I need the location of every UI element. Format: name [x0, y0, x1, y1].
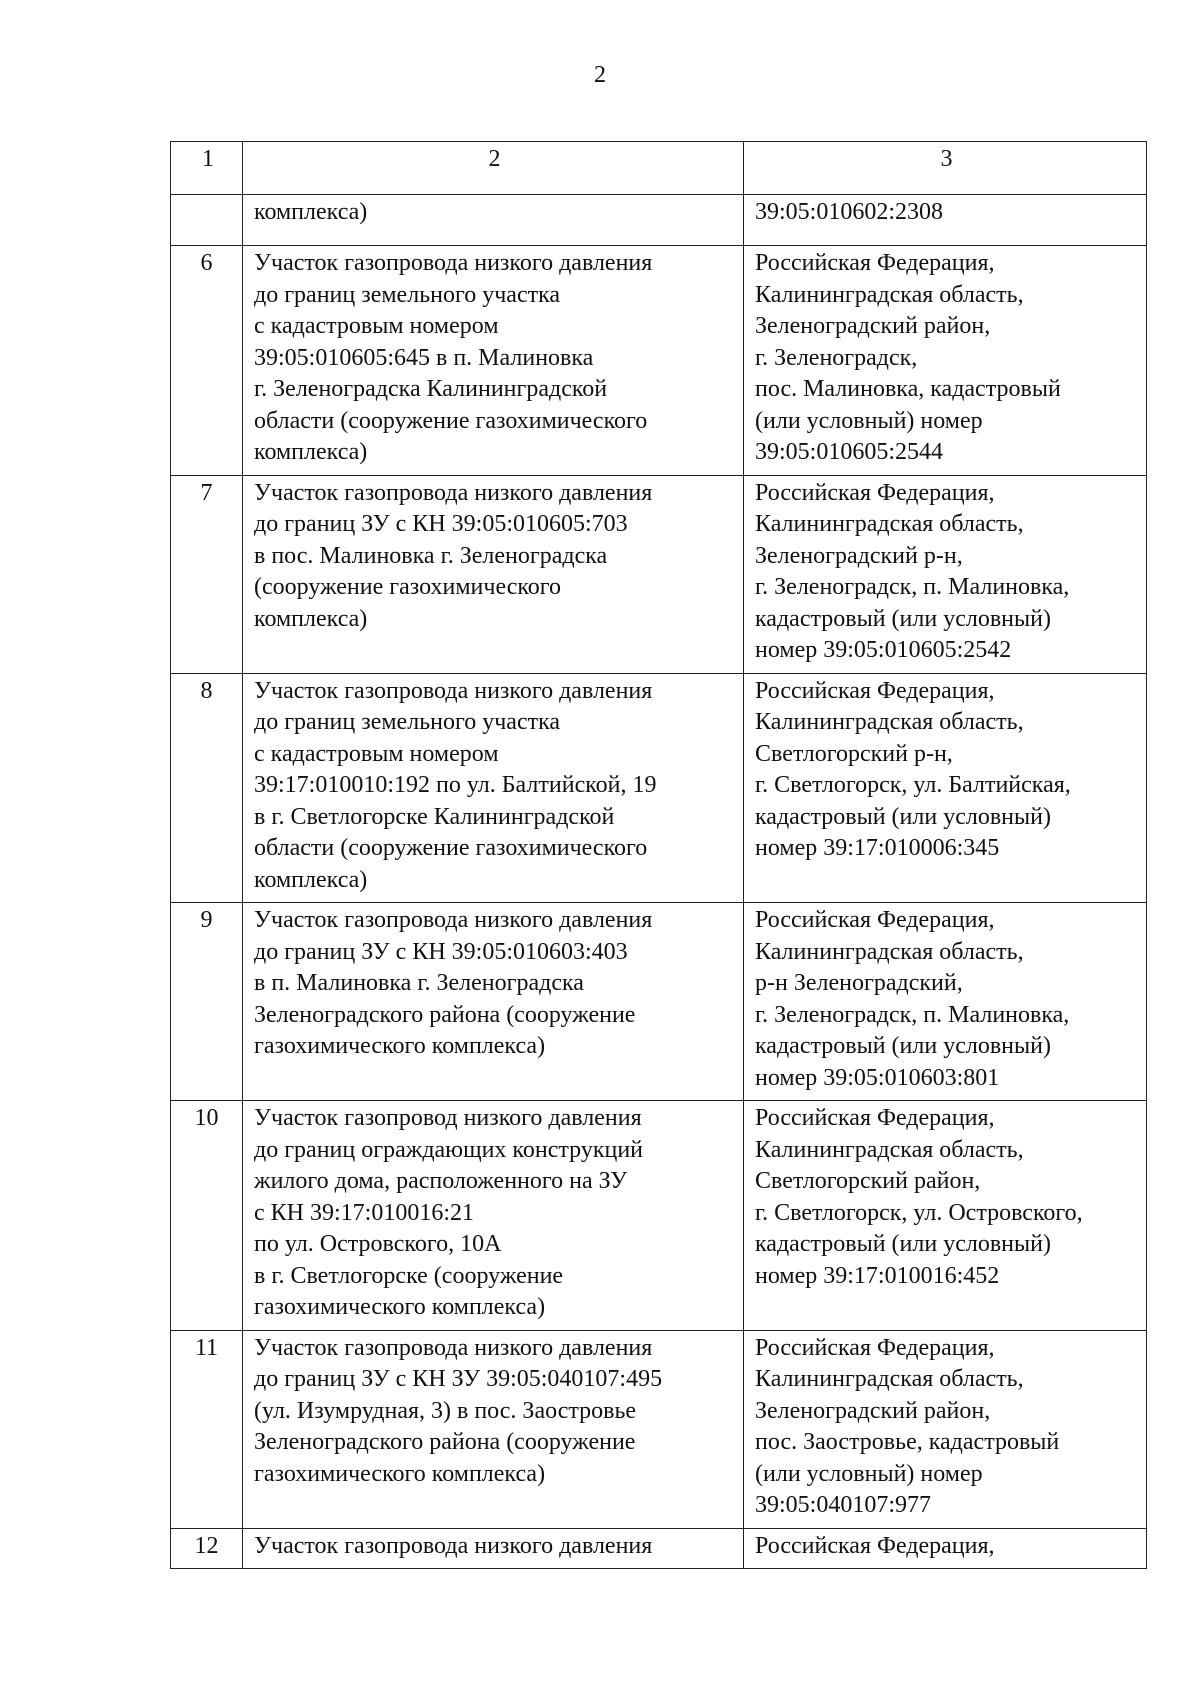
table-row [171, 195, 1147, 246]
address-line: Калининградская область, [755, 511, 1024, 537]
description-cell [243, 1101, 744, 1331]
address-line: Светлогорский р-н, [755, 740, 953, 767]
description-cell [243, 1528, 744, 1569]
address-line: кадастровый (или условный) [755, 803, 1051, 830]
address-line: Зеленоградский район, [755, 313, 991, 339]
address-line: Российская Федерация, [755, 250, 995, 276]
description-line: газохимического комплекса) [254, 1033, 546, 1059]
row-number-cell [171, 195, 243, 246]
address-line: Российская Федерация, [755, 907, 995, 933]
row-number-cell: 6 [171, 246, 243, 476]
description-line: в г. Светлогорске (сооружение [254, 1262, 564, 1289]
address-line: Калининградская область, [755, 281, 1024, 308]
address-line: Зеленоградский район, [755, 1397, 991, 1424]
address-line: Светлогорский район, [755, 1168, 981, 1194]
table-header-row [171, 142, 1147, 195]
description-line: в пос. Малиновка г. Зеленоградска [254, 542, 608, 569]
address-line: Зеленоградский р-н, [755, 542, 963, 569]
description-line: Зеленоградского района (сооружение [254, 1001, 636, 1028]
description-line: жилого дома, расположенного на ЗУ [254, 1168, 628, 1194]
address-line: кадастровый (или условный) [755, 1033, 1051, 1059]
address-cell [744, 1101, 1147, 1331]
row-number-cell: 9 [171, 903, 243, 1101]
address-cell [744, 1330, 1147, 1528]
description-line: до границ ЗУ с КН 39:05:010605:703 [254, 511, 628, 537]
address-cell [744, 903, 1147, 1101]
address-cell [744, 475, 1147, 673]
description-line: области (сооружение газохимического [254, 407, 648, 434]
description-cell [243, 1330, 744, 1528]
description-line: (сооружение газохимического [254, 574, 562, 600]
row-number-cell: 8 [171, 673, 243, 903]
description-line: до границ ЗУ с КН ЗУ 39:05:040107:495 [254, 1366, 663, 1392]
table-row [171, 1528, 1147, 1569]
address-line: Калининградская область, [755, 1366, 1024, 1392]
address-line: пос. Заостровье, кадастровый [755, 1429, 1060, 1455]
address-line: г. Зеленоградск, п. Малиновка, [755, 1001, 1070, 1028]
description-cell [243, 195, 744, 246]
description-line: г. Зеленоградска Калининградской [254, 376, 608, 402]
description-line: Участок газопровода низкого давления [254, 479, 653, 506]
description-cell [243, 246, 744, 476]
description-line: (ул. Изумрудная, 3) в пос. Заостровье [254, 1397, 637, 1424]
table-row [171, 475, 1147, 673]
address-cell [744, 246, 1147, 476]
address-line: кадастровый (или условный) [755, 1231, 1051, 1257]
address-cell [744, 1528, 1147, 1569]
description-line: до границ ограждающих конструкций [254, 1136, 644, 1163]
description-line: комплекса) [254, 439, 368, 465]
address-line: Российская Федерация, [755, 1105, 995, 1131]
description-line: газохимического комплекса) [254, 1460, 546, 1487]
description-line: комплекса) [254, 866, 368, 893]
table-body [171, 195, 1147, 1569]
description-line: с КН 39:17:010016:21 [254, 1199, 474, 1226]
description-line: 39:17:010010:192 по ул. Балтийской, 19 [254, 772, 657, 798]
description-cell [243, 475, 744, 673]
table-row [171, 673, 1147, 903]
address-line: Российская Федерация, [755, 1532, 995, 1559]
address-line: (или условный) номер [755, 1460, 983, 1487]
address-line: кадастровый (или условный) [755, 605, 1051, 632]
description-line: с кадастровым номером [254, 740, 499, 767]
description-line: Участок газопровода низкого давления [254, 250, 653, 276]
description-line: Участок газопровода низкого давления [254, 907, 653, 933]
address-line: номер 39:05:010605:2542 [755, 637, 1012, 663]
header-cell-description: 2 [243, 142, 744, 195]
description-line: до границ земельного участка [254, 281, 561, 308]
address-line: г. Светлогорск, ул. Островского, [755, 1199, 1083, 1226]
table-row [171, 1330, 1147, 1528]
row-number-cell: 7 [171, 475, 243, 673]
description-line: Зеленоградского района (сооружение [254, 1429, 636, 1455]
objects-table [170, 141, 1147, 1569]
description-cell [243, 673, 744, 903]
header-cell-address: 3 [744, 142, 1147, 195]
address-line: Калининградская область, [755, 1136, 1024, 1163]
address-line: номер 39:05:010603:801 [755, 1064, 1000, 1091]
description-line: в п. Малиновка г. Зеленоградска [254, 970, 584, 996]
address-line: г. Зеленоградск, [755, 344, 918, 371]
address-cell [744, 195, 1147, 246]
row-number-cell: 10 [171, 1101, 243, 1331]
address-line: Российская Федерация, [755, 1334, 995, 1361]
description-line: Участок газопровода низкого давления [254, 1334, 653, 1361]
address-line: 39:05:010602:2308 [755, 199, 944, 225]
description-line: по ул. Островского, 10А [254, 1231, 502, 1257]
address-line: номер 39:17:010006:345 [755, 835, 1000, 861]
description-line: Участок газопровода низкого давления [254, 1532, 653, 1559]
address-line: 39:05:010605:2544 [755, 439, 944, 465]
table-row [171, 246, 1147, 476]
description-line: с кадастровым номером [254, 313, 499, 339]
address-line: номер 39:17:010016:452 [755, 1262, 1000, 1289]
description-line: в г. Светлогорске Калининградской [254, 803, 615, 830]
address-line: р-н Зеленоградский, [755, 970, 963, 996]
address-cell [744, 673, 1147, 903]
table-row [171, 1101, 1147, 1331]
page-number: 2 [594, 62, 606, 88]
address-line: Российская Федерация, [755, 677, 995, 704]
address-line: г. Светлогорск, ул. Балтийская, [755, 772, 1071, 798]
description-line: 39:05:010605:645 в п. Малиновка [254, 344, 594, 371]
description-line: области (сооружение газохимического [254, 835, 648, 861]
address-line: (или условный) номер [755, 407, 983, 434]
description-line: комплекса) [254, 605, 368, 632]
header-cell-number: 1 [171, 142, 243, 195]
address-line: Калининградская область, [755, 938, 1024, 965]
description-line: газохимического комплекса) [254, 1294, 546, 1320]
address-line: г. Зеленоградск, п. Малиновка, [755, 574, 1070, 600]
address-line: Калининградская область, [755, 709, 1024, 735]
description-line: Участок газопровода низкого давления [254, 677, 653, 704]
description-line: комплекса) [254, 199, 368, 225]
row-number-cell: 12 [171, 1528, 243, 1569]
address-line: 39:05:040107:977 [755, 1492, 932, 1518]
address-line: Российская Федерация, [755, 479, 995, 506]
description-cell [243, 903, 744, 1101]
table-row [171, 903, 1147, 1101]
row-number-cell: 11 [171, 1330, 243, 1528]
description-line: до границ земельного участка [254, 709, 561, 735]
description-line: до границ ЗУ с КН 39:05:010603:403 [254, 938, 628, 965]
address-line: пос. Малиновка, кадастровый [755, 376, 1061, 402]
description-line: Участок газопровод низкого давления [254, 1105, 642, 1131]
